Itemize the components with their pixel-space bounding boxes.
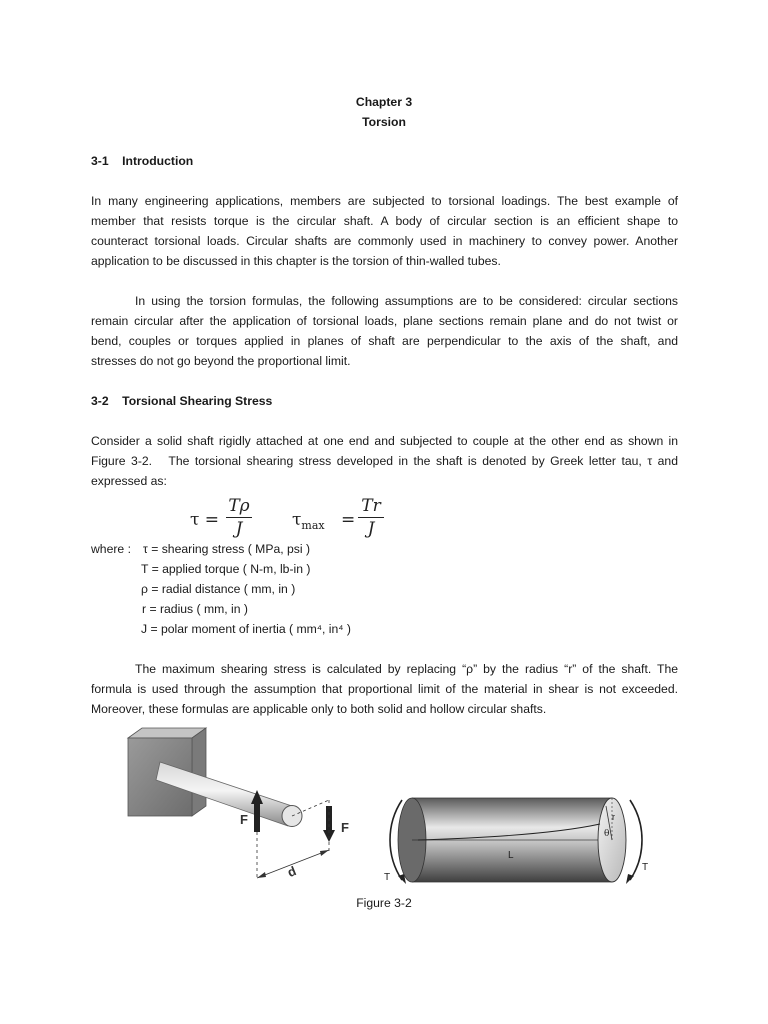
intro-para1-line3: counteract torsional loads. Circular shafts are commonly used in machinery to convey power. Another xyxy=(91,234,678,248)
label-force-right: F xyxy=(341,820,349,835)
stress-para2-line2: formula is used through the assumption that proportional limit of the material in shear is not exceeded. xyxy=(91,682,678,696)
figure-caption: Figure 3-2 xyxy=(356,896,412,910)
chapter-title: Torsion xyxy=(362,115,406,129)
formula2-denominator: J xyxy=(367,519,375,539)
figure-cylinder-torque xyxy=(384,788,664,890)
intro-para2-line3: bend, couples or torques applied in planes of shaft are perpendicular to the axis of the shaft, and xyxy=(91,334,678,348)
stress-para1-line2: Figure 3-2. The torsional shearing stress developed in the shaft is denoted by Greek letter tau, τ and xyxy=(91,454,678,468)
formula2-numerator: Tr xyxy=(361,496,381,516)
torque-arrow-right xyxy=(626,800,642,884)
intro-para2-line4: stresses do not go beyond the proportional limit. xyxy=(91,354,351,368)
formula1-lhs: τ = xyxy=(190,510,220,530)
label-torque-right: T xyxy=(642,862,649,873)
formula1-numerator: Tρ xyxy=(228,496,250,516)
stress-para1-line3: expressed as: xyxy=(91,474,167,488)
formula2-lhs xyxy=(292,510,325,530)
intro-para1-line2: member that resists torque is the circular shaft. A body of circular section is an efficient shape to xyxy=(91,214,678,228)
stress-para2-line1: The maximum shearing stress is calculated by replacing “ρ” by the radius “r” of the shaft. The xyxy=(135,662,678,676)
where-item-rho: ρ = radial distance ( mm, in ) xyxy=(141,582,296,596)
label-torque-left: T xyxy=(384,872,391,883)
label-theta: θ xyxy=(604,829,610,839)
formula1-denominator: J xyxy=(235,519,243,539)
intro-para1-line1: In many engineering applications, members are subjected to torsional loadings. The best example of xyxy=(91,194,678,208)
where-label: where : xyxy=(91,542,131,556)
where-item-polar-moment: J = polar moment of inertia ( mm⁴, in⁴ ) xyxy=(141,622,351,636)
intro-para2-line2: remain circular after the application of torsional loads, plane sections remain plane and do not twist or xyxy=(91,314,678,328)
formula2-tau: τ xyxy=(292,510,302,530)
where-item-radius: r = radius ( mm, in ) xyxy=(142,602,248,616)
formula2-subscript: max xyxy=(301,519,325,532)
where-item-tau: τ = shearing stress ( MPa, psi ) xyxy=(143,542,311,556)
formula2-fraction xyxy=(358,496,384,539)
where-list xyxy=(141,539,351,639)
label-force-left: F xyxy=(240,812,248,827)
label-distance: d xyxy=(285,863,299,880)
cylinder-body xyxy=(398,798,626,882)
stress-para1-line1: Consider a solid shaft rigidly attached at one end and subjected to couple at the other end as shown in xyxy=(91,434,678,448)
chapter-number: Chapter 3 xyxy=(355,95,413,109)
figure-cantilever-shaft xyxy=(120,724,370,894)
intro-para2-line1: In using the torsion formulas, the following assumptions are to be considered: circular sections xyxy=(135,294,678,308)
label-radius: r xyxy=(612,812,615,822)
formula1-fraction xyxy=(226,496,252,539)
formula2-equals: = xyxy=(341,510,356,530)
where-item-torque: T = applied torque ( N-m, lb-in ) xyxy=(141,562,311,576)
stress-para2-line3: Moreover, these formulas are applicable only to both solid and hollow circular shafts. xyxy=(91,702,547,716)
intro-para1-line4: application to be discussed in this chapter is the torsion of thin-walled tubes. xyxy=(91,254,501,268)
section-heading-torsional-shearing-stress: 3-2 Torsional Shearing Stress xyxy=(91,394,273,408)
section-heading-introduction: 3-1 Introduction xyxy=(91,154,194,168)
label-length: L xyxy=(508,850,514,861)
